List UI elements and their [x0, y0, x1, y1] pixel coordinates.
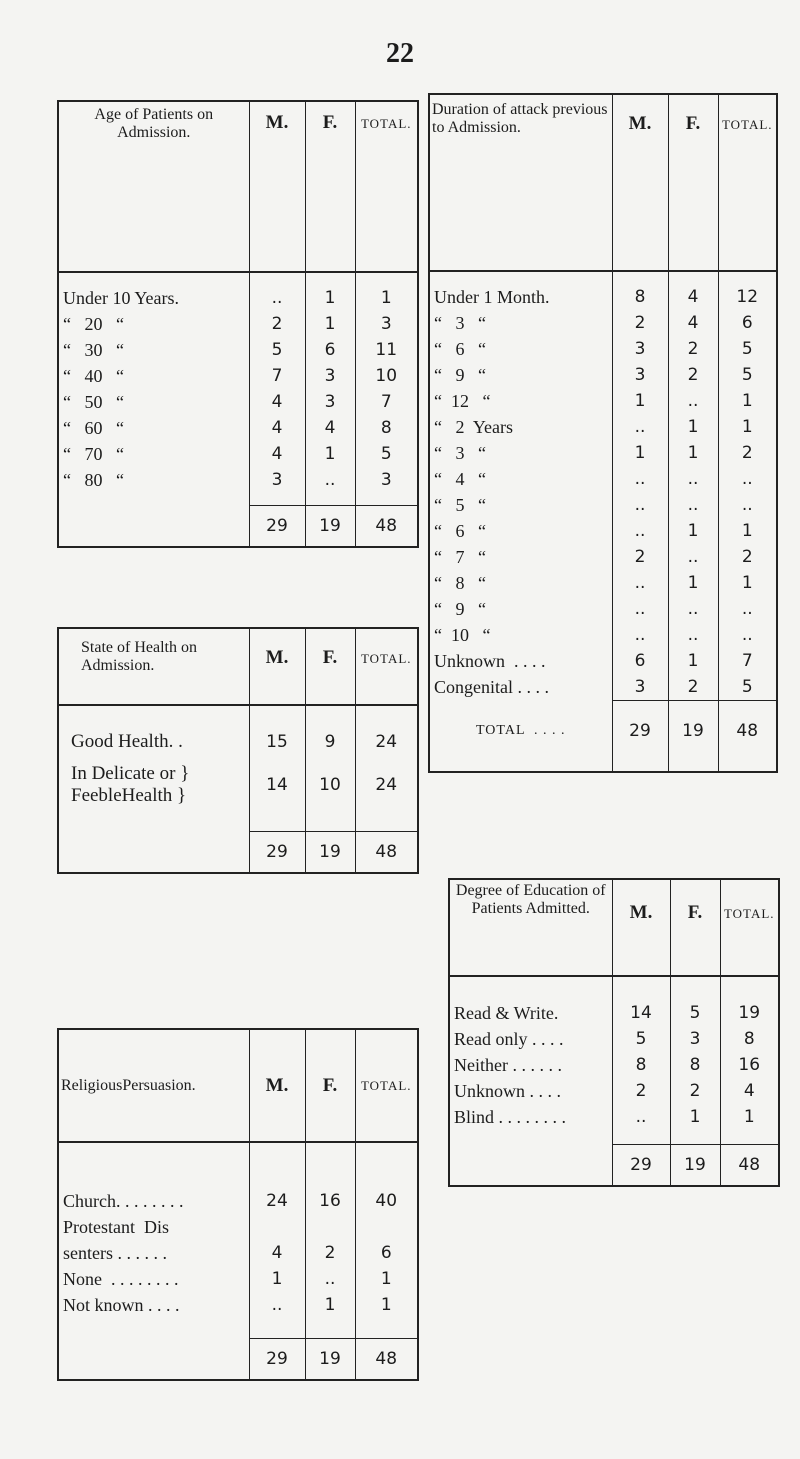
- table-row: [430, 622, 776, 648]
- table-row: [59, 415, 417, 441]
- table-cell: 2: [249, 311, 305, 337]
- table-cell: “ 9 “: [430, 362, 612, 388]
- table-cell: ..: [612, 596, 668, 622]
- table-cell: ..: [741, 469, 753, 489]
- table-row: [59, 1266, 417, 1292]
- education-header-f: F.: [670, 880, 720, 976]
- table-cell: “ 7 “: [430, 544, 612, 570]
- health-total-row: [59, 831, 417, 872]
- table-cell: 19: [668, 701, 718, 761]
- table-cell: [670, 1130, 720, 1144]
- table-cell: [249, 1318, 305, 1338]
- table-row: [450, 1052, 778, 1078]
- table-cell: senters . . . . . .: [59, 1240, 249, 1266]
- table-cell: [355, 493, 417, 506]
- table-cell: 29: [249, 831, 305, 872]
- table-cell: 1: [741, 391, 753, 411]
- table-cell: “ 2 Years: [430, 414, 612, 440]
- age-header-total: TOTAL.: [355, 102, 417, 272]
- table-cell: Neither . . . . . .: [450, 1052, 612, 1078]
- table-cell: “ 40 “: [59, 363, 249, 389]
- table-cell: [249, 811, 305, 831]
- table-cell: 3: [612, 674, 668, 701]
- age-header-f: F.: [305, 102, 355, 272]
- table-cell: 2: [741, 443, 753, 463]
- table-cell: 1: [612, 388, 668, 414]
- education-header-m: M.: [612, 880, 670, 976]
- table-row: [430, 414, 776, 440]
- table-cell: [355, 1142, 417, 1188]
- table-cell: In Delicate or } FeebleHealth }: [59, 759, 249, 811]
- table-cell: [720, 976, 778, 1000]
- table-cell: “ 6 “: [430, 336, 612, 362]
- table-cell: 2: [612, 1078, 670, 1104]
- table-cell: [59, 811, 249, 831]
- table-cell: 1: [612, 440, 668, 466]
- table-cell: [670, 976, 720, 1000]
- table-cell: [305, 493, 355, 506]
- table-row: [59, 1292, 417, 1318]
- table-cell: [668, 761, 718, 771]
- age-header-m: M.: [249, 102, 305, 272]
- table-cell: 1: [305, 285, 355, 311]
- table-cell: ..: [612, 466, 668, 492]
- table-cell: 19: [305, 506, 355, 547]
- table-cell: [59, 1318, 249, 1338]
- table-cell: Good Health. .: [59, 725, 249, 759]
- table-cell: 2: [741, 547, 753, 567]
- table-row: [59, 389, 417, 415]
- table-cell: 11: [375, 340, 398, 360]
- table-cell: Unknown . . . .: [450, 1078, 612, 1104]
- table-cell: Not known . . . .: [59, 1292, 249, 1318]
- table-cell: [249, 493, 305, 506]
- table-row: [59, 759, 417, 811]
- table-cell: 12: [736, 287, 759, 307]
- table-cell: 15: [249, 725, 305, 759]
- health-table: [57, 627, 419, 874]
- table-cell: 3: [305, 389, 355, 415]
- table-row: [59, 1214, 417, 1240]
- table-cell: “ 12 “: [430, 388, 612, 414]
- table-row: [450, 1026, 778, 1052]
- table-cell: 48: [355, 506, 417, 547]
- health-header-m: M.: [249, 629, 305, 705]
- table-row: [59, 1188, 417, 1214]
- table-cell: 29: [612, 1144, 670, 1185]
- table-row: [430, 388, 776, 414]
- table-cell: 8: [612, 1052, 670, 1078]
- table-row: [430, 518, 776, 544]
- table-cell: 2: [670, 1078, 720, 1104]
- table-cell: 2: [668, 674, 718, 701]
- table-cell: None . . . . . . . .: [59, 1266, 249, 1292]
- health-header-label: State of Health on Admission.: [59, 629, 249, 705]
- table-row: [430, 648, 776, 674]
- table-row: [430, 596, 776, 622]
- table-row: [430, 310, 776, 336]
- table-cell: [59, 493, 249, 506]
- table-cell: 48: [355, 1338, 417, 1379]
- table-cell: 6: [741, 313, 753, 333]
- duration-header-m: M.: [612, 95, 668, 271]
- table-cell: [450, 976, 612, 1000]
- table-cell: 7: [741, 651, 753, 671]
- religion-table: [57, 1028, 419, 1381]
- table-cell: 2: [305, 1240, 355, 1266]
- table-cell: “ 80 “: [59, 467, 249, 493]
- table-cell: [430, 761, 612, 771]
- table-cell: [305, 705, 355, 725]
- table-cell: “ 3 “: [430, 440, 612, 466]
- table-cell: 19: [738, 1003, 761, 1023]
- table-cell: Congenital . . . .: [430, 674, 612, 701]
- table-cell: 1: [741, 573, 753, 593]
- table-cell: ..: [668, 544, 718, 570]
- table-cell: 6: [612, 648, 668, 674]
- table-cell: [355, 705, 417, 725]
- table-cell: 24: [249, 1188, 305, 1214]
- table-cell: 1: [380, 288, 392, 308]
- religion-header-f: F.: [305, 1030, 355, 1142]
- table-cell: 8: [743, 1029, 755, 1049]
- table-cell: [59, 705, 249, 725]
- table-cell: 1: [305, 311, 355, 337]
- table-row: [59, 1240, 417, 1266]
- table-cell: ..: [741, 495, 753, 515]
- table-cell: Blind . . . . . . . .: [450, 1104, 612, 1130]
- table-cell: “ 70 “: [59, 441, 249, 467]
- table-cell: [59, 506, 249, 547]
- table-cell: 3: [380, 314, 392, 334]
- table-cell: 5: [380, 444, 392, 464]
- table-row: [59, 337, 417, 363]
- table-cell: 48: [720, 1144, 778, 1185]
- table-cell: [305, 1142, 355, 1188]
- table-cell: “ 50 “: [59, 389, 249, 415]
- education-header-total: TOTAL.: [720, 880, 778, 976]
- table-cell: 1: [668, 570, 718, 596]
- table-cell: 2: [668, 362, 718, 388]
- health-header-f: F.: [305, 629, 355, 705]
- duration-total-row: [430, 701, 776, 761]
- table-cell: 14: [612, 1000, 670, 1026]
- table-cell: [450, 1130, 612, 1144]
- table-cell: 1: [668, 414, 718, 440]
- table-cell: 1: [743, 1107, 755, 1127]
- table-cell: 4: [668, 310, 718, 336]
- table-cell: Under 10 Years.: [59, 285, 249, 311]
- table-cell: TOTAL . . . .: [430, 701, 612, 761]
- table-cell: 29: [612, 701, 668, 761]
- table-cell: 5: [670, 1000, 720, 1026]
- table-cell: [612, 976, 670, 1000]
- table-cell: [355, 1318, 417, 1338]
- table-cell: 1: [741, 521, 753, 541]
- table-cell: 6: [305, 337, 355, 363]
- table-cell: [305, 1214, 355, 1240]
- table-cell: ..: [249, 1292, 305, 1318]
- table-cell: 1: [380, 1295, 392, 1315]
- table-cell: 1: [668, 518, 718, 544]
- table-cell: 10: [305, 759, 355, 811]
- table-cell: [305, 272, 355, 285]
- table-cell: 24: [375, 775, 398, 795]
- table-cell: 1: [668, 440, 718, 466]
- table-row: [450, 1078, 778, 1104]
- table-cell: 3: [380, 470, 392, 490]
- table-cell: [612, 1130, 670, 1144]
- table-cell: [430, 271, 612, 284]
- table-cell: ..: [668, 596, 718, 622]
- table-cell: Unknown . . . .: [430, 648, 612, 674]
- table-cell: [355, 1214, 417, 1240]
- table-cell: ..: [612, 414, 668, 440]
- table-cell: 4: [249, 389, 305, 415]
- table-cell: 48: [355, 831, 417, 872]
- table-row: [59, 363, 417, 389]
- table-cell: [249, 272, 305, 285]
- table-cell: 8: [670, 1052, 720, 1078]
- table-cell: 1: [668, 648, 718, 674]
- duration-header-f: F.: [668, 95, 718, 271]
- table-row: [430, 284, 776, 310]
- table-cell: 3: [612, 336, 668, 362]
- table-cell: 19: [305, 831, 355, 872]
- duration-header-label: Duration of attack previous to Admission.: [430, 95, 612, 271]
- table-cell: 10: [375, 366, 398, 386]
- table-cell: ..: [612, 622, 668, 648]
- table-cell: 3: [249, 467, 305, 493]
- table-cell: ..: [612, 1104, 670, 1130]
- table-cell: “ 20 “: [59, 311, 249, 337]
- table-cell: 8: [380, 418, 392, 438]
- table-row: [430, 544, 776, 570]
- table-cell: [249, 705, 305, 725]
- table-cell: [305, 1318, 355, 1338]
- table-cell: 2: [668, 336, 718, 362]
- table-cell: 5: [741, 339, 753, 359]
- table-row: [430, 440, 776, 466]
- education-table: [448, 878, 780, 1187]
- table-cell: [305, 811, 355, 831]
- table-cell: 48: [718, 701, 776, 761]
- table-row: [430, 362, 776, 388]
- table-cell: ..: [249, 285, 305, 311]
- table-cell: “ 30 “: [59, 337, 249, 363]
- table-row: [59, 725, 417, 759]
- table-cell: 1: [249, 1266, 305, 1292]
- table-cell: ..: [612, 492, 668, 518]
- table-cell: [612, 761, 668, 771]
- table-cell: 16: [305, 1188, 355, 1214]
- table-cell: [720, 1130, 778, 1144]
- table-cell: [718, 271, 776, 284]
- table-cell: Read only . . . .: [450, 1026, 612, 1052]
- table-cell: “ 3 “: [430, 310, 612, 336]
- table-cell: “ 60 “: [59, 415, 249, 441]
- religion-header-total: TOTAL.: [355, 1030, 417, 1142]
- table-cell: [355, 272, 417, 285]
- table-cell: 16: [738, 1055, 761, 1075]
- religion-header-m: M.: [249, 1030, 305, 1142]
- table-cell: [59, 1142, 249, 1188]
- table-cell: 3: [612, 362, 668, 388]
- table-cell: 1: [670, 1104, 720, 1130]
- table-cell: 5: [249, 337, 305, 363]
- table-cell: 6: [380, 1243, 392, 1263]
- table-cell: 2: [612, 310, 668, 336]
- table-row: [59, 467, 417, 493]
- table-cell: 29: [249, 506, 305, 547]
- table-cell: 2: [612, 544, 668, 570]
- table-cell: [668, 271, 718, 284]
- table-cell: [249, 1142, 305, 1188]
- table-cell: 1: [305, 441, 355, 467]
- table-row: [450, 1104, 778, 1130]
- table-cell: 7: [380, 392, 392, 412]
- table-cell: ..: [668, 622, 718, 648]
- table-cell: 4: [249, 415, 305, 441]
- table-row: [430, 570, 776, 596]
- table-cell: 4: [668, 284, 718, 310]
- table-cell: Protestant Dis: [59, 1214, 249, 1240]
- age-total-row: [59, 506, 417, 547]
- table-cell: 1: [305, 1292, 355, 1318]
- table-row: [430, 492, 776, 518]
- table-cell: [355, 811, 417, 831]
- table-cell: 5: [741, 677, 753, 697]
- table-cell: “ 10 “: [430, 622, 612, 648]
- religion-header-label: ReligiousPersuasion.: [59, 1030, 249, 1142]
- table-cell: ..: [305, 467, 355, 493]
- table-cell: ..: [741, 599, 753, 619]
- health-header-total: TOTAL.: [355, 629, 417, 705]
- table-cell: 3: [670, 1026, 720, 1052]
- table-row: [59, 441, 417, 467]
- age-header-label: Age of Patients on Admission.: [59, 102, 249, 272]
- table-cell: “ 4 “: [430, 466, 612, 492]
- table-cell: 1: [741, 417, 753, 437]
- table-cell: 5: [612, 1026, 670, 1052]
- table-cell: [59, 272, 249, 285]
- table-cell: 9: [305, 725, 355, 759]
- table-row: [450, 1000, 778, 1026]
- table-row: [430, 336, 776, 362]
- table-cell: [249, 1214, 305, 1240]
- table-cell: 4: [743, 1081, 755, 1101]
- table-row: [59, 311, 417, 337]
- table-cell: Read & Write.: [450, 1000, 612, 1026]
- table-cell: ..: [741, 625, 753, 645]
- table-cell: Under 1 Month.: [430, 284, 612, 310]
- table-cell: 5: [741, 365, 753, 385]
- table-cell: ..: [668, 492, 718, 518]
- table-cell: [59, 831, 249, 872]
- age-table: [57, 100, 419, 548]
- education-header-label: Degree of Education of Patients Admitted.: [450, 880, 612, 976]
- table-cell: ..: [305, 1266, 355, 1292]
- table-cell: 4: [305, 415, 355, 441]
- table-cell: “ 8 “: [430, 570, 612, 596]
- table-cell: ..: [668, 388, 718, 414]
- table-cell: [612, 271, 668, 284]
- table-cell: 40: [375, 1191, 398, 1211]
- table-row: [59, 285, 417, 311]
- table-cell: 19: [670, 1144, 720, 1185]
- religion-total-row: [59, 1338, 417, 1379]
- table-cell: 8: [612, 284, 668, 310]
- table-cell: [718, 761, 776, 771]
- table-cell: “ 5 “: [430, 492, 612, 518]
- table-cell: 24: [375, 732, 398, 752]
- table-cell: 14: [249, 759, 305, 811]
- table-cell: 3: [305, 363, 355, 389]
- table-cell: 19: [305, 1338, 355, 1379]
- table-cell: [59, 1338, 249, 1379]
- table-cell: 7: [249, 363, 305, 389]
- table-cell: 29: [249, 1338, 305, 1379]
- table-cell: [450, 1144, 612, 1185]
- table-cell: 4: [249, 441, 305, 467]
- duration-table: [428, 93, 778, 773]
- table-cell: Church. . . . . . . .: [59, 1188, 249, 1214]
- table-cell: 1: [380, 1269, 392, 1289]
- table-cell: 4: [249, 1240, 305, 1266]
- table-row: [430, 674, 776, 701]
- duration-header-total: TOTAL.: [718, 95, 776, 271]
- table-cell: ..: [668, 466, 718, 492]
- education-total-row: [450, 1144, 778, 1185]
- table-cell: “ 9 “: [430, 596, 612, 622]
- table-cell: ..: [612, 570, 668, 596]
- table-cell: ..: [612, 518, 668, 544]
- page-number: 22: [386, 38, 414, 69]
- table-cell: “ 6 “: [430, 518, 612, 544]
- table-row: [430, 466, 776, 492]
